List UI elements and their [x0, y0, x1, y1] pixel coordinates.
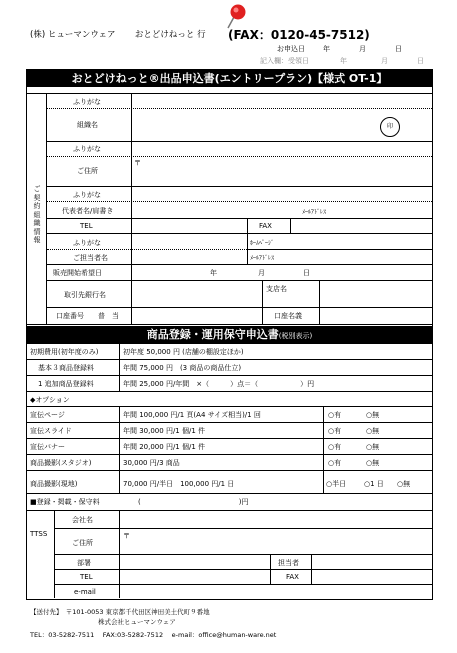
address-label: ご住所	[77, 167, 98, 175]
option-onsite-half[interactable]: ○半日	[326, 480, 347, 488]
option-studio-no[interactable]: ○無	[366, 459, 380, 467]
option-studio-yes[interactable]: ○有	[328, 459, 342, 467]
account-type-label: 普 当	[98, 312, 119, 320]
recipient-label: おとどけねっと 行	[134, 30, 206, 40]
ttss-person-label: 担当者	[278, 559, 299, 567]
fax-label: FAX	[259, 222, 272, 230]
received-year: 年	[340, 57, 347, 65]
contract-side-label	[27, 93, 47, 324]
section2-title	[27, 326, 432, 343]
ttss-company-label: 会社名	[72, 516, 93, 524]
fee-label-basic: 基本３商品登録料	[38, 364, 94, 372]
option-banner-no[interactable]: ○無	[366, 443, 380, 451]
footer-company: 株式会社ヒューマンウェア	[98, 618, 176, 626]
option-onsite-no[interactable]: ○無	[397, 480, 411, 488]
option-label-page: 宣伝ページ	[30, 411, 65, 419]
furigana-label-2: ふりがな	[73, 145, 101, 153]
option-onsite-full[interactable]: ○1 日	[364, 480, 384, 488]
option-banner-yes[interactable]: ○有	[328, 443, 342, 451]
option-value-onsite: 70,000 円/半日 100,000 円/1 日	[123, 480, 235, 488]
sales-start-month: 月	[258, 269, 265, 277]
option-value-slide: 年間 30,000 円/1 個/1 件	[123, 427, 206, 435]
form-title: おとどけねっと®出品申込書(エントリープラン)【様式 OT-1】	[27, 70, 432, 87]
ttss-postal-mark: 〒	[123, 532, 130, 540]
options-heading: ◆オプション	[30, 396, 70, 404]
sales-start-year: 年	[210, 269, 217, 277]
ttss-side	[27, 510, 55, 598]
seal-mark: 印	[380, 117, 400, 137]
option-page-no[interactable]: ○無	[366, 411, 380, 419]
tel-label: TEL	[80, 222, 93, 230]
received-label: 記入欄：受領日	[260, 57, 309, 65]
footer-contact: TEL：03-5282-7511 FAX:03-5282-7512 e-mail：office@human-ware.net	[30, 631, 277, 639]
fax-number: (FAX：0120-45-7512)	[228, 28, 370, 42]
fee-label-initial: 初期費用(初年度のみ)	[30, 348, 99, 356]
contact-email-label: ﾒｰﾙｱﾄﾞﾚｽ	[250, 255, 275, 262]
option-label-banner: 宣伝バナー	[30, 443, 65, 451]
received-day: 日	[417, 57, 424, 65]
total-value: ( )円	[138, 498, 249, 506]
fee-value-basic: 年間 75,000 円 (3 商品の商品仕立)	[123, 364, 242, 372]
fee-value-initial: 初年度 50,000 円 (店舗の棚設定ほか)	[123, 348, 244, 356]
apply-month: 月	[359, 45, 366, 53]
company-name: (株) ヒューマンウェア	[30, 30, 116, 40]
received-month: 月	[381, 57, 388, 65]
ttss-label: TTSS	[30, 530, 48, 538]
option-slide-yes[interactable]: ○有	[328, 427, 342, 435]
sales-start-label: 販売開始希望日	[53, 269, 102, 277]
fee-value-additional: 年間 25,000 円/年間 ×（ ）点＝（ ）円	[123, 380, 315, 388]
ttss-dept-label: 部署	[77, 559, 91, 567]
contract-side-text: ご契約組織情報	[33, 185, 41, 244]
option-value-studio: 30,000 円/3 商品	[123, 459, 180, 467]
contact-name-label: ご担当者名	[73, 254, 108, 262]
postal-mark: 〒	[134, 159, 141, 167]
rep-name-label: 代表者名/肩書き	[62, 207, 114, 215]
fee-label-additional: 1 追加商品登録料	[38, 380, 94, 388]
option-page-yes[interactable]: ○有	[328, 411, 342, 419]
rep-email-label: ﾒｰﾙｱﾄﾞﾚｽ	[302, 209, 327, 216]
header-recipient	[30, 28, 206, 40]
ttss-email-label: e-mail	[74, 588, 96, 596]
org-name-label: 組織名	[77, 121, 98, 129]
account-number-label: 口座番号	[56, 312, 84, 320]
homepage-label: ﾎｰﾑﾍﾟｰｼﾞ	[250, 240, 275, 247]
option-value-page: 年間 100,000 円/1 頁(A4 サイズ相当)/1 回	[123, 411, 261, 419]
footer-address: 【送付先】 〒101-0053 東京都千代田区神田美土代町９番地	[30, 608, 210, 616]
sales-start-day: 日	[303, 269, 310, 277]
furigana-label-1: ふりがな	[73, 98, 101, 106]
option-value-banner: 年間 20,000 円/1 個/1 件	[123, 443, 206, 451]
option-slide-no[interactable]: ○無	[366, 427, 380, 435]
furigana-label-3: ふりがな	[73, 191, 101, 199]
section2-note: (税別表示)	[278, 332, 313, 340]
ttss-tel-label: TEL	[80, 573, 93, 581]
furigana-label-4: ふりがな	[73, 239, 101, 247]
total-label: ■登録・掲載・保守料	[30, 498, 100, 506]
option-label-onsite: 商品撮影(現地)	[30, 480, 78, 488]
section2-title-text: 商品登録・運用保守申込書	[146, 328, 279, 341]
option-label-slide: 宣伝スライド	[30, 427, 72, 435]
option-label-studio: 商品撮影(スタジオ)	[30, 459, 92, 467]
apply-day: 日	[395, 45, 402, 53]
apply-date-label: お申込日	[277, 45, 305, 53]
branch-label: 支店名	[266, 285, 287, 293]
apply-year: 年	[323, 45, 330, 53]
ttss-address-label: ご住所	[72, 539, 93, 547]
ttss-fax-label: FAX	[286, 573, 299, 581]
account-name-label: 口座名義	[274, 312, 302, 320]
bank-label: 取引先銀行名	[64, 291, 106, 299]
